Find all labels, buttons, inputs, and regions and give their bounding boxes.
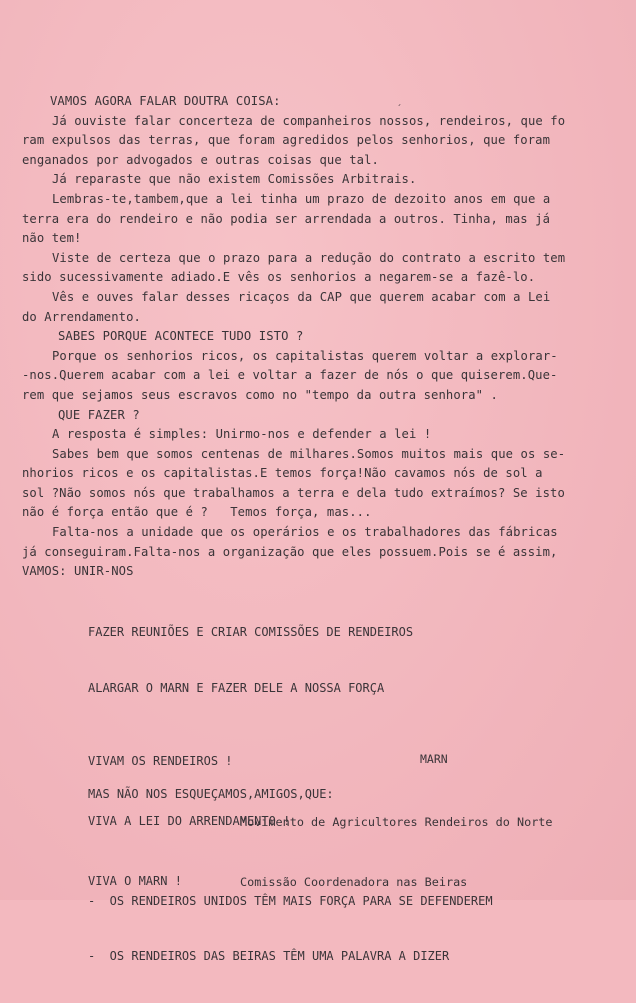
text-line: Falta-nos a unidade que os operários e os trabalhadores das fábricas [52, 525, 558, 540]
text-line: A resposta é simples: Unirmo-nos e defender a lei ! [52, 427, 432, 442]
text-line: Viste de certeza que o prazo para a redução do contrato a escrito tem [52, 250, 566, 265]
bullet-item: - OS RENDEIROS UNIDOS TÊM MAIS FORÇA PARA SE DEFENDEREM [88, 893, 493, 908]
text-line: sol ?Não somos nós que trabalhamos a terra e dela tudo extraímos? Se isto [22, 485, 565, 500]
text-line: Porque os senhorios ricos, os capitalistas querem voltar a explorar- [52, 348, 558, 363]
text-line: Já reparaste que não existem Comissões Arbitrais. [52, 172, 417, 187]
signature: MARN [420, 752, 448, 766]
text-line: terra era do rendeiro e não podia ser arrendada a outros. Tinha, mas já [22, 211, 551, 226]
text-line: já conseguiram.Falta-nos a organização que eles possuem.Pois se é assim, [22, 544, 558, 559]
remember-heading: MAS NÃO NOS ESQUEÇAMOS,AMIGOS,QUE: [88, 787, 334, 801]
text-line: Sabes bem que somos centenas de milhares.Somos muitos mais que os se- [52, 446, 566, 461]
intro-heading: VAMOS AGORA FALAR DOUTRA COISA: [50, 94, 281, 108]
viva-line: VIVA O MARN ! [88, 874, 182, 888]
bullet-item: - OS RENDEIROS DAS BEIRAS TÊM UMA PALAVRA A DIZER [88, 949, 450, 963]
text-line: Lembras-te,tambem,que a lei tinha um prazo de dezoito anos em que a [52, 191, 551, 206]
section-heading: SABES PORQUE ACONTECE TUDO ISTO ? [58, 329, 304, 344]
action-item: ALARGAR O MARN E FAZER DELE A NOSSA FORÇA [88, 680, 385, 695]
text-line: Já ouviste falar concerteza de companheiros nossos, rendeiros, que fo [52, 113, 566, 128]
viva-line: VIVAM OS RENDEIROS ! [88, 754, 233, 768]
text-line: rem que sejamos seus escravos como no "tempo da outra senhora" . [22, 387, 498, 402]
text-line: -nos.Querem acabar com a lei e voltar a fazer de nós o que quiserem.Que- [22, 368, 558, 383]
text-line: enganados por advogados e outras coisas que tal. [22, 152, 379, 167]
text-line: não é força então que é ? Temos força, mas... [22, 505, 372, 520]
text-line: não tem! [22, 231, 82, 246]
call-heading: VAMOS: UNIR-NOS [22, 564, 134, 579]
text-line: sido sucessivamente adiado.E vês os senhorios a negarem-se a fazê-lo. [22, 270, 536, 285]
organization-block [240, 772, 553, 932]
section-heading: QUE FAZER ? [58, 407, 140, 422]
organization-line: Movimento de Agricultores Rendeiros do Norte [240, 815, 553, 829]
body-text [22, 92, 622, 582]
organization-line: Comissão Coordenadora nas Beiras [240, 875, 468, 889]
text-line: nhorios ricos e os capitalistas.E temos força!Não cavamos nós de sol a [22, 466, 543, 481]
stray-mark: ´ [396, 104, 403, 115]
text-line: ram expulsos das terras, que foram agredidos pelos senhorios, que foram [22, 133, 551, 148]
viva-line: VIVA A LEI DO ARRENDAMENTO ! [88, 814, 291, 828]
text-line: Vês e ouves falar desses ricaços da CAP que querem acabar com a Lei [52, 289, 551, 304]
text-line: do Arrendamento. [22, 309, 141, 324]
action-item: FAZER REUNIÕES E CRIAR COMISSÕES DE RENDEIROS [88, 625, 414, 639]
